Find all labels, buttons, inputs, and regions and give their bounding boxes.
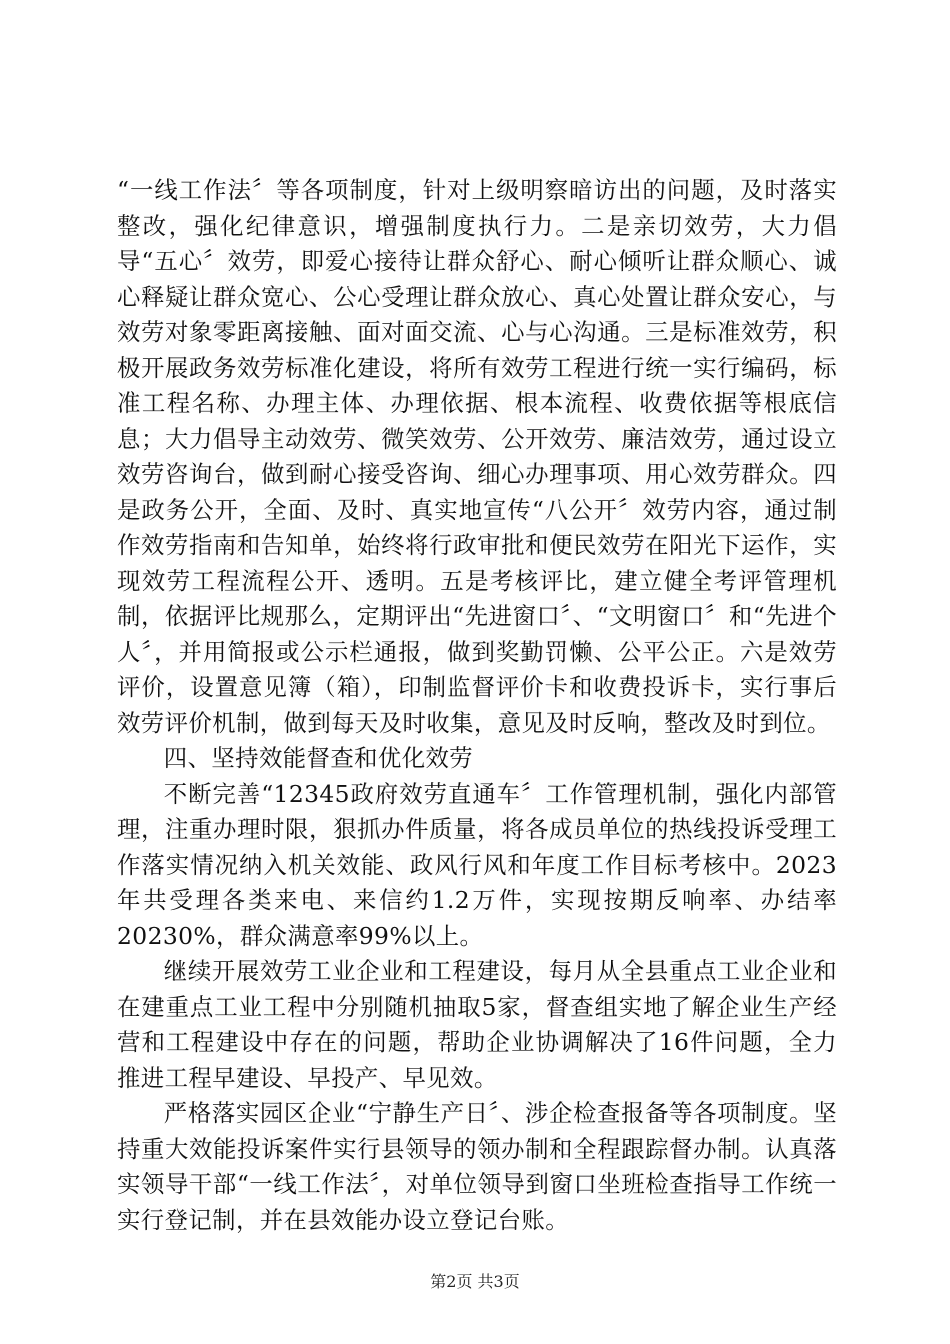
page-footer: 第2页 共3页 xyxy=(430,1272,520,1291)
paragraph-enterprise: 继续开展效劳工业企业和工程建设，每月从全县重点工业企业和在建重点工业工程中分别随机抽取5家，督查组实地了解企业生产经营和工程建设中存在的问题，帮助企业协调解决了16件问题，全力推进工程早建设、早投产、早见效。 xyxy=(117,957,837,1092)
document-body xyxy=(117,173,837,1238)
paragraph-hotline: 不断完善“12345政府效劳直通车〞工作管理机制，强化内部管理，注重办理时限，狠抓办件质量，将各成员单位的热线投诉受理工作落实情况纳入机关效能、政风行风和年度工作目标考核中。2023年共受理各类来电、来信约1.2万件，实现按期反响率、办结率20230%，群众满意率99%以上。 xyxy=(117,779,837,950)
paragraph-continued: “一线工作法〞等各项制度，针对上级明察暗访出的问题，及时落实整改，强化纪律意识，增强制度执行力。二是亲切效劳，大力倡导“五心〞效劳，即爱心接待让群众舒心、耐心倾听让群众顺心、诚心释疑让群众宽心、公心受理让群众放心、真心处置让群众安心，与效劳对象零距离接触、面对面交流、心与心沟通。三是标准效劳，积极开展政务效劳标准化建设，将所有效劳工程进行统一实行编码，标准工程名称、办理主体、办理依据、根本流程、收费依据等根底信息；大力倡导主动效劳、微笑效劳、公开效劳、廉洁效劳，通过设立效劳咨询台，做到耐心接受咨询、细心办理事项、用心效劳群众。四是政务公开，全面、及时、真实地宣传“八公开〞效劳内容，通过制作效劳指南和告知单，始终将行政审批和便民效劳在阳光下运作，实现效劳工程流程公开、透明。五是考核评比，建立健全考评管理机制，依据评比规那么，定期评出“先进窗口〞、“文明窗口〞和“先进个人〞，并用简报或公示栏通报，做到奖勤罚懒、公平公正。六是效劳评价，设置意见簿（箱），印制监督评价卡和收费投诉卡，实行事后效劳评价机制，做到每天及时收集，意见及时反响，整改及时到位。 xyxy=(117,176,837,737)
paragraph-park: 严格落实园区企业“宁静生产日〞、涉企检查报备等各项制度。坚持重大效能投诉案件实行县领导的领办制和全程跟踪督办制。认真落实领导干部“一线工作法〞，对单位领导到窗口坐班检查指导工作统一实行登记制，并在县效能办设立登记台账。 xyxy=(117,1099,837,1234)
section-heading-4: 四、坚持效能督查和优化效劳 xyxy=(163,744,474,772)
